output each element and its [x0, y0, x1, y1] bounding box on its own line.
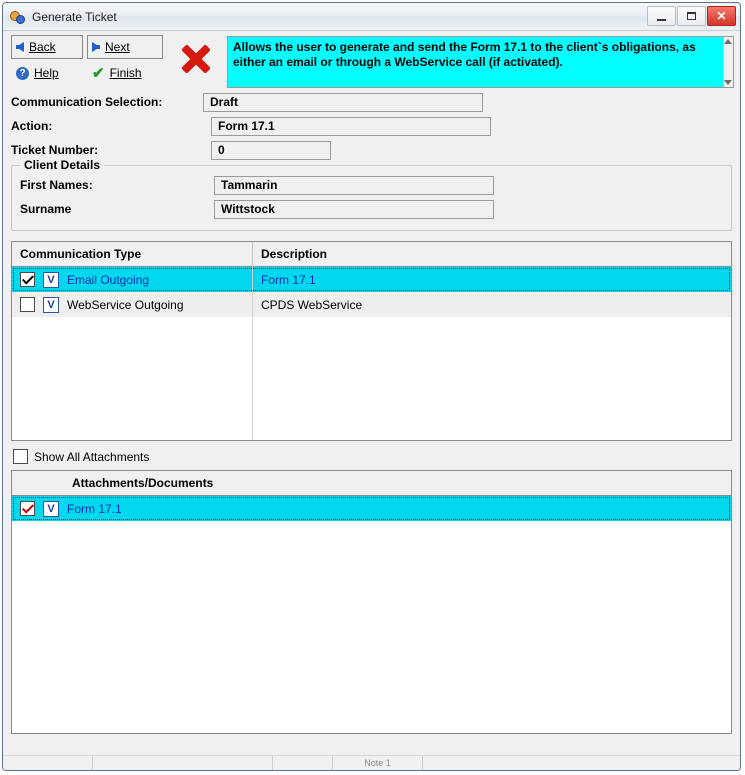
- generate-ticket-window: [2, 2, 741, 771]
- scroll-down-icon[interactable]: [724, 80, 732, 85]
- back-button[interactable]: [11, 35, 83, 59]
- surname-row: [20, 198, 729, 220]
- window-titlebar[interactable]: [3, 3, 740, 31]
- back-button-label: Back: [29, 40, 56, 54]
- next-button[interactable]: [87, 35, 163, 59]
- view-flag-icon[interactable]: V: [43, 297, 59, 313]
- client-details-title: Client Details: [20, 158, 104, 172]
- attachments-grid-header: [12, 471, 731, 496]
- arrow-left-icon: [16, 42, 24, 52]
- attachment-checkbox[interactable]: [20, 501, 35, 516]
- maximize-button[interactable]: [677, 6, 706, 26]
- communication-type-value: Email Outgoing: [67, 272, 150, 287]
- finish-button[interactable]: [87, 61, 163, 85]
- question-mark-icon: ?: [16, 67, 29, 80]
- first-names-row: [20, 174, 729, 196]
- first-names-label: First Names:: [20, 178, 93, 192]
- show-all-attachments-checkbox[interactable]: [13, 449, 28, 464]
- surname-label: Surname: [20, 202, 72, 216]
- minimize-icon: [657, 19, 666, 21]
- arrow-right-icon: [92, 42, 100, 52]
- form-fields: [3, 91, 740, 231]
- client-details-group: [11, 158, 732, 231]
- scroll-up-icon[interactable]: [724, 39, 732, 44]
- view-flag-icon[interactable]: V: [43, 272, 59, 288]
- attachment-name: Form 17.1: [67, 501, 122, 516]
- maximize-icon: [687, 12, 696, 20]
- table-row[interactable]: [12, 292, 731, 317]
- show-all-attachments-row[interactable]: [13, 449, 740, 464]
- status-segment: [3, 756, 93, 770]
- wizard-nav-buttons: [11, 35, 163, 85]
- communication-selection-row: [11, 91, 732, 113]
- checkmark-icon: ✔: [92, 64, 105, 82]
- window-client-area: [3, 31, 740, 770]
- communication-type-value: WebService Outgoing: [67, 297, 184, 312]
- window-title: Generate Ticket: [32, 9, 117, 24]
- minimize-button[interactable]: [647, 6, 676, 26]
- cancel-button[interactable]: [175, 35, 217, 83]
- status-bar: [3, 755, 740, 770]
- show-all-attachments-label: Show All Attachments: [34, 449, 150, 464]
- communication-selection-input[interactable]: Draft: [203, 93, 483, 112]
- finish-button-label: Finish: [109, 66, 142, 80]
- ticket-number-row: [11, 139, 732, 161]
- list-item[interactable]: [12, 496, 731, 521]
- status-segment: [273, 756, 333, 770]
- next-button-label: Next: [105, 40, 130, 54]
- wizard-toolbar: [3, 31, 740, 91]
- column-header-communication-type[interactable]: Communication Type: [20, 247, 142, 261]
- communication-type-grid: [11, 241, 732, 441]
- description-value: Form 17.1: [261, 272, 316, 287]
- action-row: [11, 115, 732, 137]
- communication-selection-label: Communication Selection:: [11, 95, 163, 109]
- grid-column-divider: [252, 266, 253, 440]
- hint-text: Allows the user to generate and send the Form 17.1 to the client`s obligations, as either an email or through a WebService call (if activated).: [233, 40, 696, 69]
- help-button[interactable]: [11, 61, 83, 85]
- row-checkbox[interactable]: [20, 272, 35, 287]
- first-names-input[interactable]: Tammarin: [214, 176, 494, 195]
- help-button-label: Help: [34, 66, 59, 80]
- status-segment-note: Note 1: [333, 756, 423, 770]
- ticket-number-label: Ticket Number:: [11, 143, 99, 157]
- close-button[interactable]: ✕: [707, 6, 736, 26]
- column-header-description[interactable]: Description: [252, 242, 731, 266]
- action-input[interactable]: Form 17.1: [211, 117, 491, 136]
- surname-input[interactable]: Wittstock: [214, 200, 494, 219]
- view-flag-icon[interactable]: V: [43, 501, 59, 517]
- action-label: Action:: [11, 119, 53, 133]
- table-row[interactable]: [12, 267, 731, 292]
- hint-panel: [227, 36, 734, 88]
- caption-buttons: [647, 6, 736, 26]
- gears-icon: [10, 9, 26, 25]
- attachments-grid: [11, 470, 732, 734]
- description-value: CPDS WebService: [261, 297, 363, 312]
- status-segment: [423, 756, 740, 770]
- hint-scrollbar[interactable]: [723, 37, 733, 87]
- communication-grid-header: [12, 242, 731, 267]
- row-checkbox[interactable]: [20, 297, 35, 312]
- status-segment: [93, 756, 273, 770]
- column-header-attachments-documents[interactable]: Attachments/Documents: [72, 476, 214, 490]
- ticket-number-input[interactable]: 0: [211, 141, 331, 160]
